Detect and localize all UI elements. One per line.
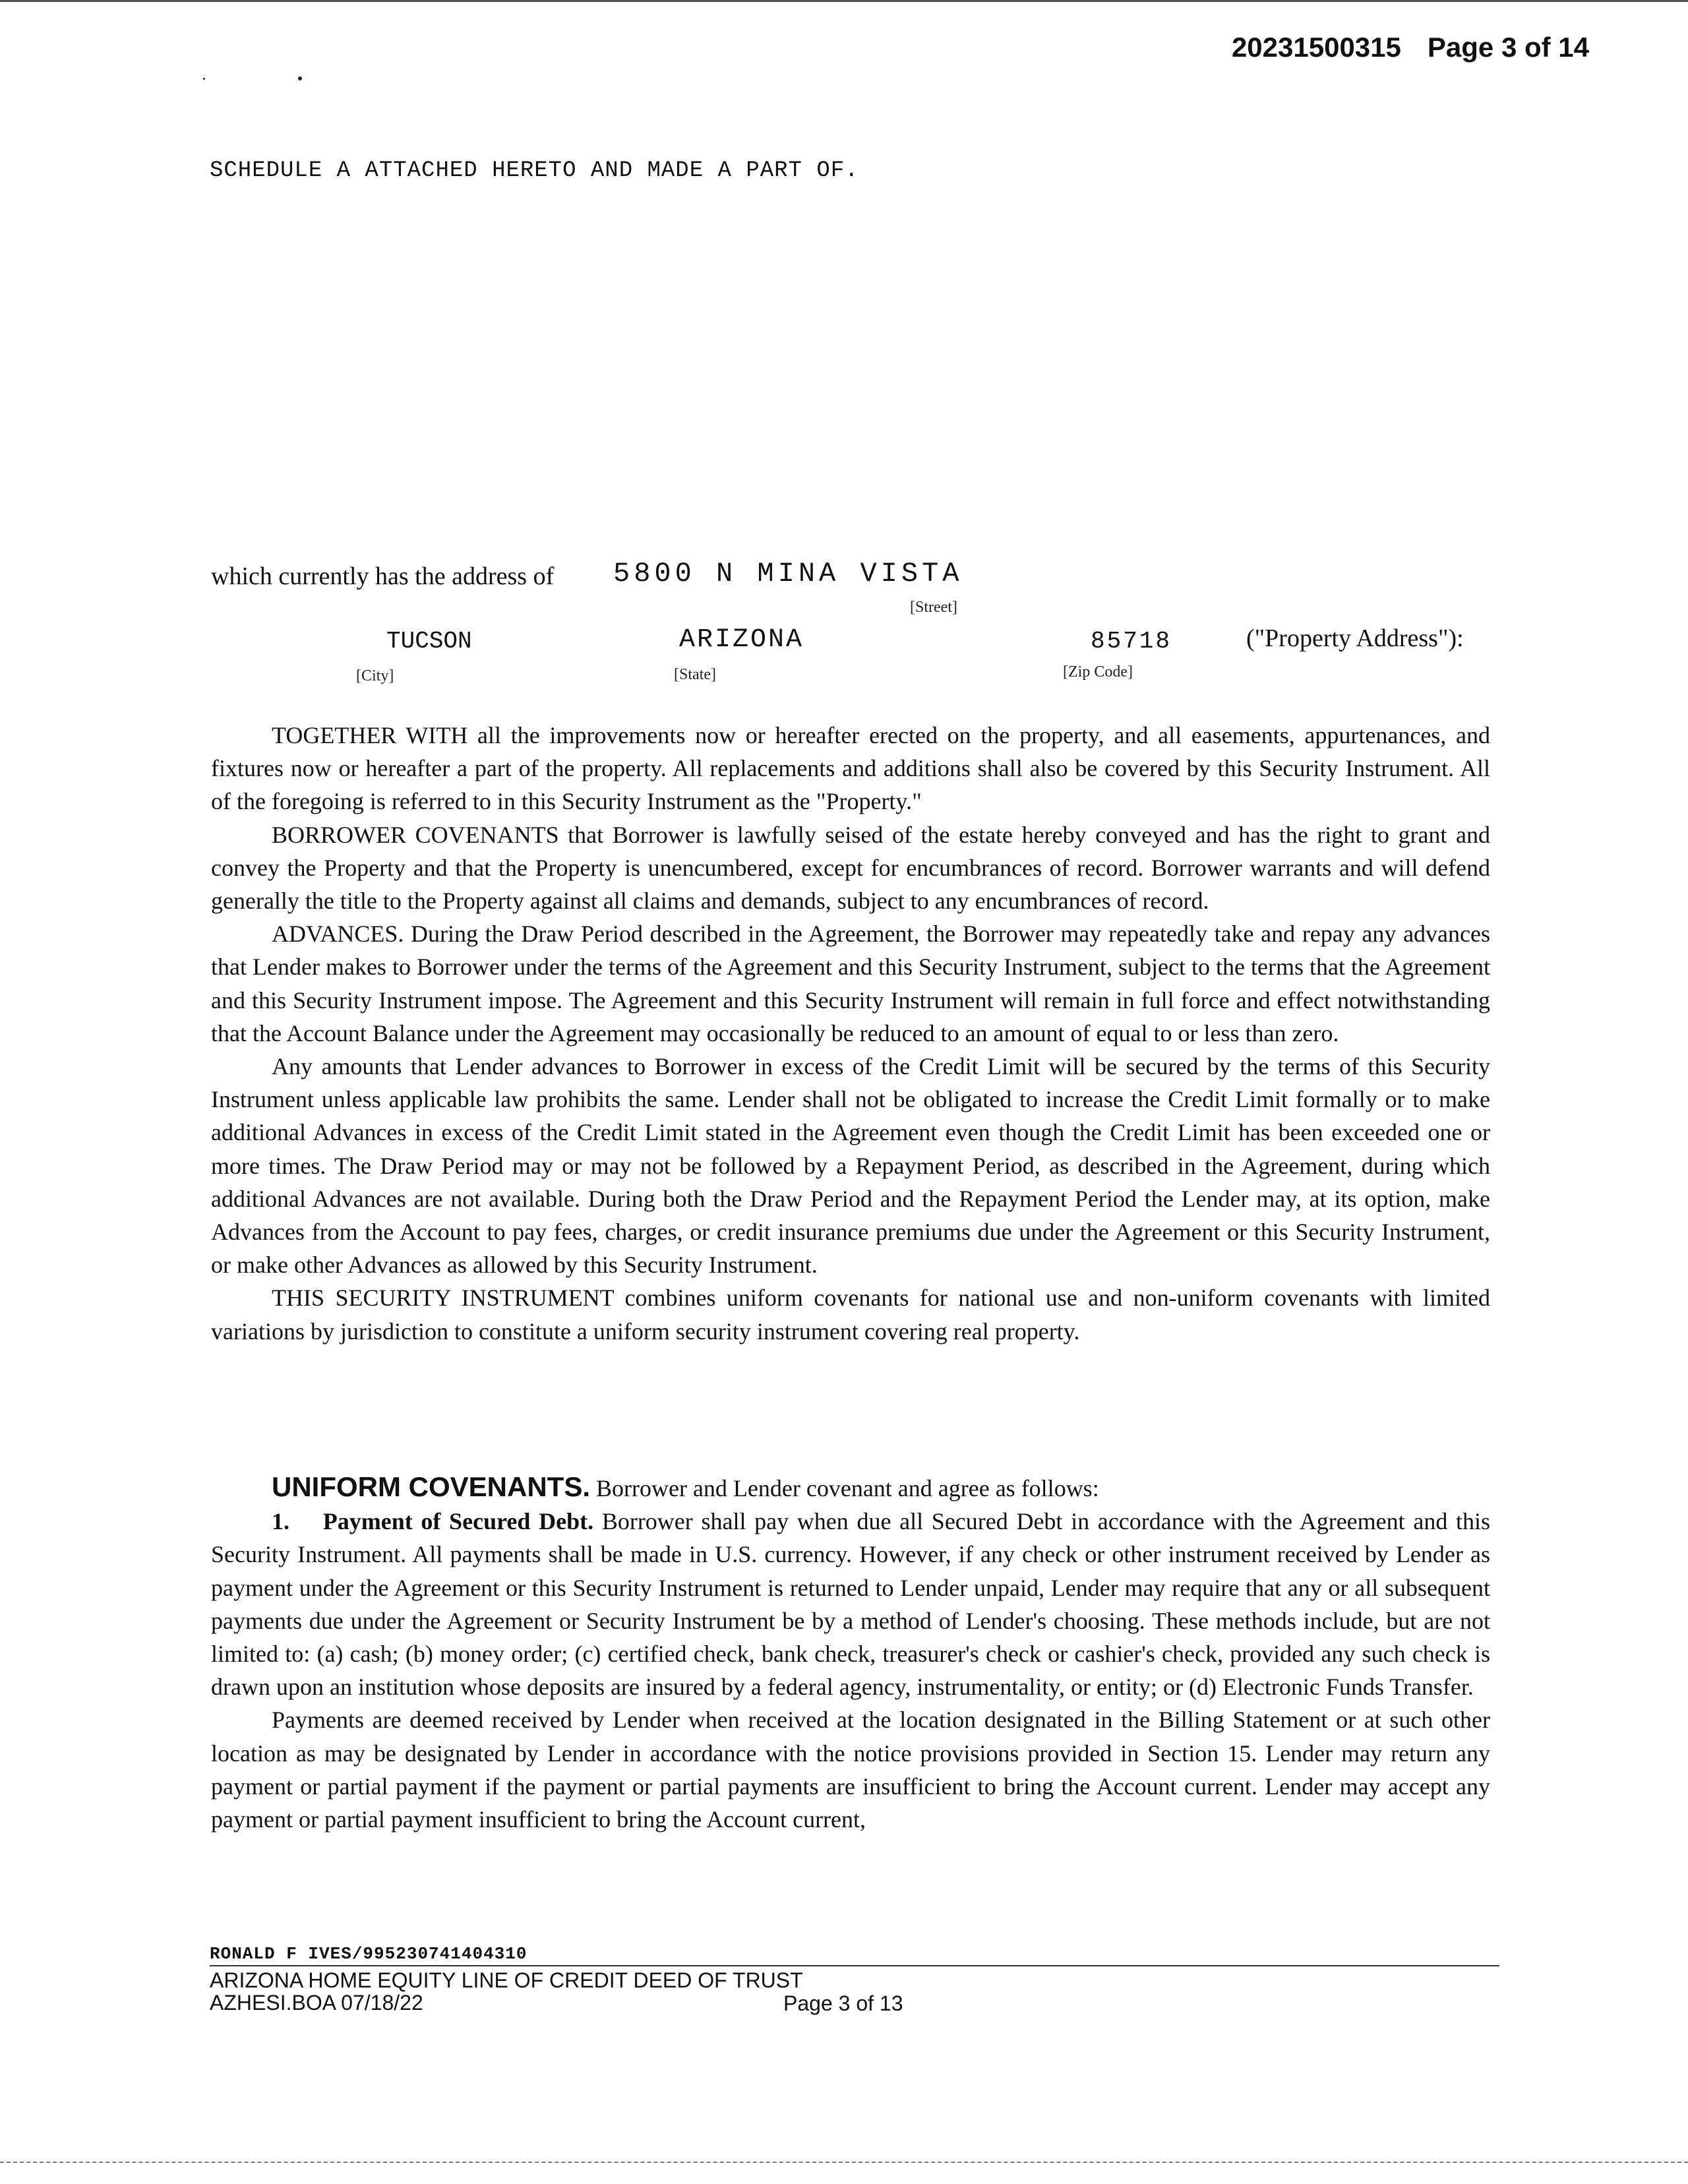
uniform-heading-rest: Borrower and Lender covenant and agree as follows:: [596, 1475, 1099, 1502]
payments-received-paragraph: Payments are deemed received by Lender when received at the location designated in the Billing Statement or at such other location as may be designated by Lender in accordance with the notice provisions provided in Section 15. Lender may return any payment or partial payment if the payment or partial payments are insufficient to bring the Account current. Lender may accept any payment or partial payment insufficient to bring the Account current,: [211, 1707, 1490, 1833]
zip-value: 85718: [1091, 628, 1172, 655]
section-1-number: 1.: [272, 1508, 289, 1535]
section-1-paragraph: [211, 1505, 1490, 1703]
schedule-line: SCHEDULE A ATTACHED HERETO AND MADE A PART OF.: [210, 158, 859, 183]
scan-speck: [298, 76, 302, 80]
street-value: 5800 N MINA VISTA: [613, 558, 963, 590]
scan-speck: [203, 78, 205, 80]
footer-borrower-id: RONALD F IVES/995230741404310: [210, 1944, 528, 1964]
document-number: 20231500315: [1231, 32, 1401, 63]
address-intro: which currently has the address of: [211, 562, 555, 590]
section-1-text: Borrower shall pay when due all Secured Debt in accordance with the Agreement and this Security Instrument. All payments shall be made in U.S. currency. However, if any check or other instrument received by Lender as payment under the Agreement or this Security Instrument is returned to Lender unpaid, Lender may require that any or all subsequent payments due under the Agreement or Security Instrument be by a method of Lender's choosing. These methods include, but are not limited to: (a) cash; (b) money order; (c) certified check, bank check, treasurer's check or cashier's check, provided any such check is drawn upon an institution whose deposits are insured by a federal agency, instrumentality, or entity; or (d) Electronic Funds Transfer.: [211, 1508, 1491, 1701]
security-instrument-paragraph: THIS SECURITY INSTRUMENT combines uniform covenants for national use and non-uniform covenants with limited variations by jurisdiction to constitute a uniform security instrument covering real property.: [211, 1285, 1490, 1345]
recording-page-label: Page 3 of 14: [1427, 32, 1589, 63]
footer-form-info: [210, 1969, 803, 2014]
borrower-covenants-paragraph: BORROWER COVENANTS that Borrower is lawfully seised of the estate hereby conveyed and has the right to grant and convey the Property and that the Property is unencumbered, except for encumbrances of record. Borrower warrants and will defend generally the title to the Property against all claims and demands, subject to any encumbrances of record.: [211, 821, 1490, 915]
body-paragraphs: [211, 719, 1490, 1348]
street-caption: [Street]: [910, 599, 957, 616]
uniform-heading-line: [211, 1471, 1490, 1505]
footer-form-title: ARIZONA HOME EQUITY LINE OF CREDIT DEED OF TRUST: [210, 1968, 803, 1992]
recording-stamp: [1205, 32, 1589, 63]
state-caption: [State]: [674, 666, 716, 683]
credit-limit-paragraph: Any amounts that Lender advances to Borrower in excess of the Credit Limit will be secured by the terms of this Security Instrument unless applicable law prohibits the same. Lender shall not be obligated to increase the Credit Limit formally or to make additional Advances in excess of the Credit Limit stated in the Agreement even though the Credit Limit has been exceeded one or more times. The Draw Period may or may not be followed by a Repayment Period, as described in the Agreement, during which additional Advances are not available. During both the Draw Period and the Repayment Period the Lender may, at its option, make Advances from the Account to pay fees, charges, or credit insurance premiums due under the Agreement or this Security Instrument, or make other Advances as allowed by this Security Instrument.: [211, 1053, 1490, 1279]
state-value: ARIZONA: [679, 625, 804, 655]
city-value: TUCSON: [386, 628, 472, 655]
footer-form-code: AZHESI.BOA 07/18/22: [210, 1991, 423, 2015]
footer-rule: [210, 1965, 1499, 1966]
city-caption: [City]: [356, 667, 394, 684]
top-scan-edge: [0, 0, 1688, 2]
uniform-heading: UNIFORM COVENANTS.: [272, 1471, 590, 1502]
bottom-scan-edge: [0, 2162, 1688, 2164]
uniform-covenants: [211, 1471, 1490, 1836]
footer-page-number: Page 3 of 13: [783, 1991, 903, 2015]
property-address-label: ("Property Address"):: [1246, 624, 1464, 652]
zip-caption: [Zip Code]: [1063, 663, 1133, 681]
together-with-paragraph: TOGETHER WITH all the improvements now or hereafter erected on the property, and all easements, appurtenances, and fixtures now or hereafter a part of the property. All replacements and additions shall also be covered by this Security Instrument. All of the foregoing is referred to in this Security Instrument as the "Property.": [211, 722, 1490, 815]
advances-paragraph: ADVANCES. During the Draw Period described in the Agreement, the Borrower may repeatedly take and repay any advances that Lender makes to Borrower under the terms of the Agreement and this Security Instrument, subject to the terms that the Agreement and this Security Instrument impose. The Agreement and this Security Instrument will remain in full force and effect notwithstanding that the Account Balance under the Agreement may occasionally be reduced to an amount of equal to or less than zero.: [211, 921, 1490, 1046]
section-1-title: Payment of Secured Debt.: [322, 1508, 594, 1535]
